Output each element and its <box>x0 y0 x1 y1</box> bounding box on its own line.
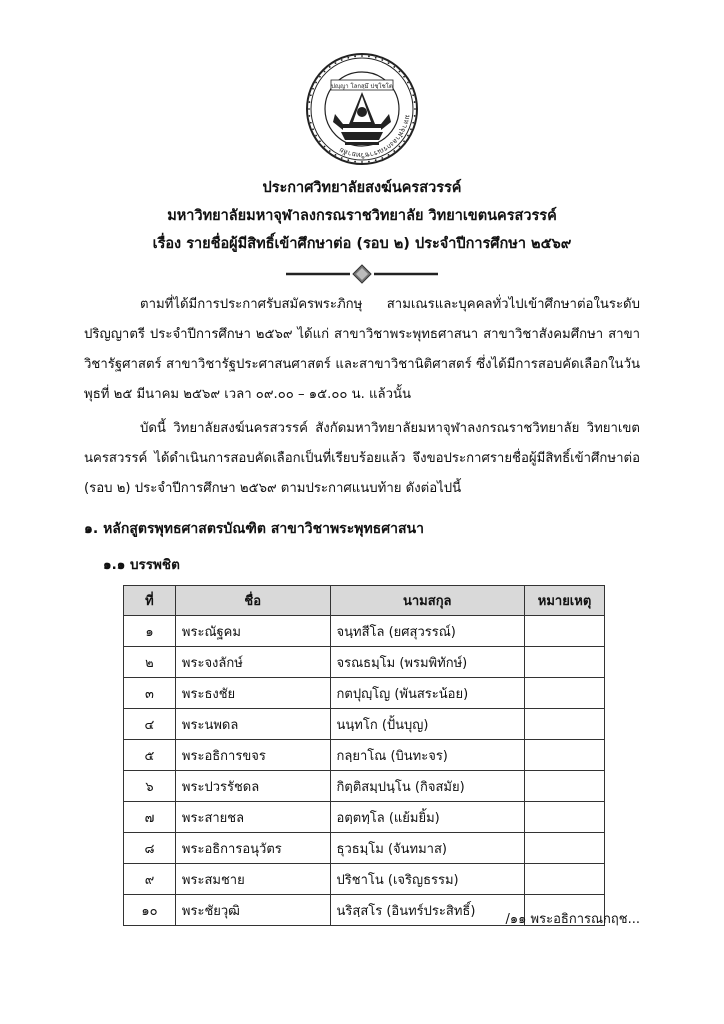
row-name: พระอธิการอนุวัตร <box>175 833 330 864</box>
row-name: พระสายชล <box>175 802 330 833</box>
row-number: ๗ <box>124 802 176 833</box>
section-heading: ๑. หลักสูตรพุทธศาสตรบัณฑิต สาขาวิชาพระพุทธศาสนา <box>84 521 424 537</box>
col-header-number: ที่ <box>124 586 176 616</box>
col-header-surname: นามสกุล <box>330 586 525 616</box>
table-row <box>124 802 605 833</box>
col-header-remark: หมายเหตุ <box>525 586 605 616</box>
row-surname: นนฺทโก (ปั้นบุญ) <box>330 709 525 740</box>
row-number: ๒ <box>124 647 176 678</box>
row-surname: จรณธมฺโม (พรมพิทักษ์) <box>330 647 525 678</box>
paragraph-2 <box>84 414 640 504</box>
table-row <box>124 864 605 895</box>
row-surname: กิตฺติสมฺปนฺโน (กิจสมัย) <box>330 771 525 802</box>
row-number: ๔ <box>124 709 176 740</box>
university-name: มหาวิทยาลัยมหาจุฬาลงกรณราชวิทยาลัย วิทยาเขตนครสวรรค์ <box>167 208 557 224</box>
subsection-heading: ๑.๑ บรรพชิต <box>103 557 180 573</box>
row-surname: จนฺทสีโล (ยศสุวรรณ์) <box>330 616 525 647</box>
ornamental-divider <box>286 264 438 284</box>
row-surname: กตปุญฺโญ (พันสระน้อย) <box>330 678 525 709</box>
row-surname: ปริชาโน (เจริญธรรม) <box>330 864 525 895</box>
row-number: ๓ <box>124 678 176 709</box>
row-remark <box>525 864 605 895</box>
row-remark <box>525 709 605 740</box>
table-row <box>124 678 605 709</box>
row-remark <box>525 833 605 864</box>
table-header-row <box>124 586 605 616</box>
row-number: ๘ <box>124 833 176 864</box>
seal-motto: ปญฺญา โลกสฺมึ ปชฺโชโต <box>331 83 393 90</box>
continuation-note: /๑๑ พระอธิการณกฤช... <box>505 912 640 927</box>
row-name: พระธงชัย <box>175 678 330 709</box>
row-surname: ธุวธมฺโม (จันทมาส) <box>330 833 525 864</box>
col-header-name: ชื่อ <box>175 586 330 616</box>
row-number: ๖ <box>124 771 176 802</box>
row-remark <box>525 647 605 678</box>
table-row <box>124 740 605 771</box>
candidate-table <box>123 585 605 926</box>
university-seal-icon <box>305 52 419 166</box>
row-number: ๑ <box>124 616 176 647</box>
table-row <box>124 647 605 678</box>
table-row <box>124 833 605 864</box>
paragraph-1 <box>84 290 640 410</box>
row-name: พระณัฐคม <box>175 616 330 647</box>
row-number: ๑๐ <box>124 895 176 926</box>
row-surname: กลฺยาโณ (บินทะจร) <box>330 740 525 771</box>
seal-ring-text: มหาจุฬาลงกรณราชวิทยาลัย <box>337 114 412 160</box>
row-name: พระนพดล <box>175 709 330 740</box>
row-remark <box>525 678 605 709</box>
row-name: พระอธิการขจร <box>175 740 330 771</box>
row-number: ๕ <box>124 740 176 771</box>
row-name: พระจงลักษ์ <box>175 647 330 678</box>
row-surname: อตฺตทฺโล (แย้มยิ้ม) <box>330 802 525 833</box>
row-name: พระสมชาย <box>175 864 330 895</box>
paragraph-2-text: บัดนี้ วิทยาลัยสงฆ์นครสวรรค์ สังกัดมหาวิทยาลัยมหาจุฬาลงกรณราชวิทยาลัย วิทยาเขตนครสวรรค์ ได้ดำเนินการสอบคัดเลือกเป็นที่เรียบร้อยแล้ว จึงขอประกาศรายชื่อผู้มีสิทธิ์เข้าศึกษาต่อ (รอบ ๒) ประจำปีการศึกษา ๒๕๖๙ ตามประกาศแนบท้าย ดังต่อไปนี้ <box>84 421 640 496</box>
row-surname: นริสฺสโร (อินทร์ประสิทธิ์) <box>330 895 525 926</box>
paragraph-1-text: ตามที่ได้มีการประกาศรับสมัครพระภิกษุ สามเณรและบุคคลทั่วไปเข้าศึกษาต่อในระดับปริญญาตรี ประจำปีการศึกษา ๒๕๖๙ ได้แก่ สาขาวิชาพระพุทธศาสนา สาขาวิชาสังคมศึกษา สาขาวิชารัฐศาสตร์ สาขาวิชารัฐประศาสนศาสตร์ และสาขาวิชานิติศาสตร์ ซึ่งได้มีการสอบคัดเลือกในวัน พุธที่ ๒๕ มีนาคม ๒๕๖๙ เวลา ๐๙.๐๐ – ๑๕.๐๐ น. แล้วนั้น <box>84 297 640 402</box>
table-row <box>124 771 605 802</box>
row-remark <box>525 802 605 833</box>
row-remark <box>525 740 605 771</box>
row-number: ๙ <box>124 864 176 895</box>
row-name: พระปวรรัชดล <box>175 771 330 802</box>
subject-line: เรื่อง รายชื่อผู้มีสิทธิ์เข้าศึกษาต่อ (รอบ ๒) ประจำปีการศึกษา ๒๕๖๙ <box>152 236 572 252</box>
announcement-title: ประกาศวิทยาลัยสงฆ์นครสวรรค์ <box>262 180 462 196</box>
row-name: พระชัยวุฒิ <box>175 895 330 926</box>
row-remark <box>525 771 605 802</box>
table-row <box>124 616 605 647</box>
table-row <box>124 709 605 740</box>
row-remark <box>525 616 605 647</box>
